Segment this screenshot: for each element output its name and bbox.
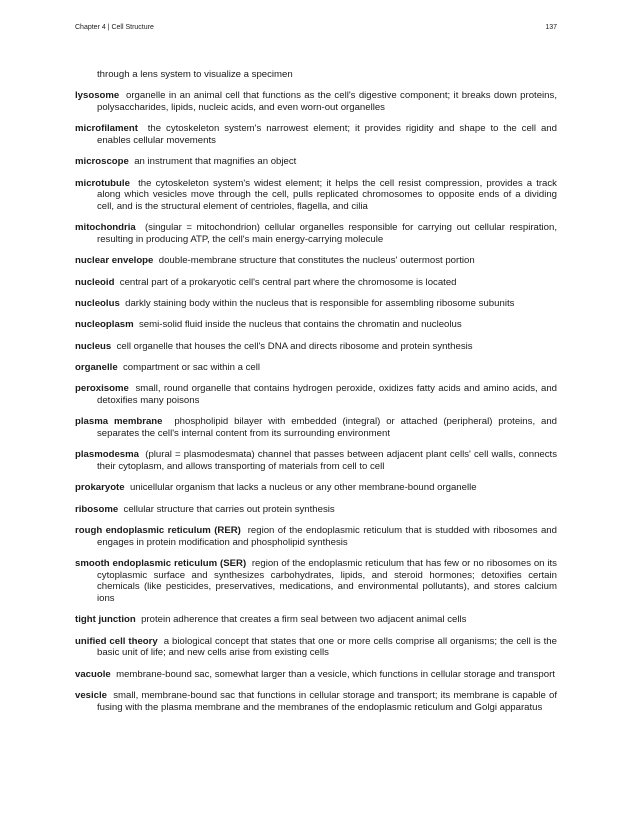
glossary-term: prokaryote bbox=[75, 482, 125, 494]
glossary-entry bbox=[75, 178, 557, 213]
glossary-entry bbox=[75, 558, 557, 604]
glossary-entries bbox=[75, 90, 557, 713]
glossary-term: nucleoplasm bbox=[75, 319, 134, 331]
glossary-entry bbox=[75, 222, 557, 245]
glossary-term: peroxisome bbox=[75, 383, 129, 395]
glossary-term: unified cell theory bbox=[75, 635, 158, 647]
page-number: 137 bbox=[545, 24, 557, 31]
glossary-term: nucleoid bbox=[75, 276, 115, 288]
glossary-term: vacuole bbox=[75, 668, 111, 680]
glossary-term: plasmodesma bbox=[75, 449, 139, 461]
glossary-term: organelle bbox=[75, 362, 118, 374]
glossary-entry bbox=[75, 449, 557, 472]
glossary-term: smooth endoplasmic reticulum (SER) bbox=[75, 558, 247, 570]
glossary-definition: (plural = plasmodesmata) channel that passes between adjacent plant cells' cell walls, connects their cytoplasm, and allows transporting of materials from cell to cell bbox=[97, 449, 557, 473]
glossary-definition: the cytoskeleton system's widest element; it helps the cell resist compression, provides a track along which vesicles move through the cell, pulls replicated chromosomes to opposite ends of a dividing cell, and is the structural element of centrioles, flagella, and cilia bbox=[97, 177, 557, 212]
glossary-entry bbox=[75, 416, 557, 439]
glossary-entry bbox=[75, 690, 557, 713]
glossary-term: tight junction bbox=[75, 614, 136, 626]
glossary-term: nucleus bbox=[75, 340, 112, 352]
glossary-definition: cellular structure that carries out protein synthesis bbox=[123, 503, 335, 515]
glossary-definition: unicellular organism that lacks a nucleus or any other membrane-bound organelle bbox=[129, 482, 477, 494]
glossary-entry bbox=[75, 525, 557, 548]
chapter-title: Chapter 4 | Cell Structure bbox=[75, 24, 154, 31]
glossary-definition: membrane-bound sac, somewhat larger than a vesicle, which functions in cellular storage and transport bbox=[116, 668, 555, 680]
glossary bbox=[75, 59, 557, 723]
glossary-entry bbox=[75, 277, 557, 289]
glossary-definition: small, round organelle that contains hydrogen peroxide, oxidizes fatty acids and amino acids, and detoxifies many poisons bbox=[97, 383, 557, 407]
glossary-entry bbox=[75, 482, 557, 494]
glossary-entry bbox=[75, 341, 557, 353]
glossary-continuation: through a lens system to visualize a specimen bbox=[97, 68, 293, 80]
glossary-entry bbox=[75, 298, 557, 310]
glossary-definition: semi-solid fluid inside the nucleus that contains the chromatin and nucleolus bbox=[139, 319, 462, 331]
glossary-definition: region of the endoplasmic reticulum that has few or no ribosomes on its cytoplasmic surface and synthesizes carbohydrates, lipids, and steroid hormones; detoxifies certain chemicals (like pesticides, preservatives, medications, and environmental pollutants), and stores calcium ions bbox=[97, 558, 557, 604]
glossary-entry bbox=[75, 255, 557, 267]
glossary-term: plasma membrane bbox=[75, 416, 163, 428]
glossary-definition: (singular = mitochondrion) cellular organelles responsible for carrying out cellular respiration, resulting in producing ATP, the cell's main energy-carrying molecule bbox=[97, 222, 557, 245]
glossary-definition: phospholipid bilayer with embedded (integral) or attached (peripheral) proteins, and separates the cell's internal content from its surrounding environment bbox=[97, 416, 558, 440]
glossary-entry bbox=[75, 123, 557, 146]
glossary-definition: region of the endoplasmic reticulum that is studded with ribosomes and engages in protein modification and phospholipid synthesis bbox=[97, 525, 557, 548]
glossary-entry bbox=[75, 504, 557, 516]
glossary-term: nuclear envelope bbox=[75, 255, 154, 267]
glossary-term: ribosome bbox=[75, 503, 119, 515]
glossary-definition: a biological concept that states that one or more cells comprise all organisms; the cell is the basic unit of life; and new cells arise from existing cells bbox=[97, 635, 557, 659]
glossary-definition: compartment or sac within a cell bbox=[123, 362, 261, 374]
glossary-entry bbox=[75, 636, 557, 659]
glossary-term: microtubule bbox=[75, 177, 130, 189]
glossary-definition: small, membrane-bound sac that functions in cellular storage and transport; its membrane is capable of fusing with the plasma membrane and the membranes of the endoplasmic reticulum and Golgi apparatus bbox=[97, 690, 557, 713]
glossary-entry bbox=[75, 319, 557, 331]
glossary-definition: central part of a prokaryotic cell's central part where the chromosome is located bbox=[119, 276, 457, 288]
glossary-term: microscope bbox=[75, 156, 129, 168]
glossary-term: rough endoplasmic reticulum (RER) bbox=[75, 525, 241, 537]
glossary-entry bbox=[75, 156, 557, 168]
glossary-entry bbox=[75, 362, 557, 374]
glossary-definition: an instrument that magnifies an object bbox=[134, 156, 297, 168]
glossary-definition: darkly staining body within the nucleus that is responsible for assembling ribosome subunits bbox=[125, 297, 515, 309]
glossary-term: lysosome bbox=[75, 90, 120, 102]
glossary-definition: organelle in an animal cell that functions as the cell's digestive component; it breaks down proteins, polysaccharides, lipids, nucleic acids, and even worn-out organelles bbox=[97, 90, 557, 113]
glossary-term: vesicle bbox=[75, 690, 108, 702]
glossary-definition: double-membrane structure that constitutes the nucleus' outermost portion bbox=[158, 255, 475, 267]
glossary-definition: protein adherence that creates a firm seal between two adjacent animal cells bbox=[141, 614, 467, 626]
glossary-term: microfilament bbox=[75, 123, 138, 135]
glossary-term: mitochondria bbox=[75, 222, 136, 234]
glossary-entry bbox=[75, 669, 557, 681]
glossary-definition: cell organelle that houses the cell's DNA and directs ribosome and protein synthesis bbox=[116, 340, 473, 352]
glossary-term: nucleolus bbox=[75, 297, 120, 309]
glossary-entry bbox=[75, 614, 557, 626]
glossary-entry bbox=[75, 383, 557, 406]
glossary-definition: the cytoskeleton system's narrowest element; it provides rigidity and shape to the cell and enables cellular movements bbox=[97, 123, 557, 146]
glossary-entry bbox=[75, 90, 557, 113]
